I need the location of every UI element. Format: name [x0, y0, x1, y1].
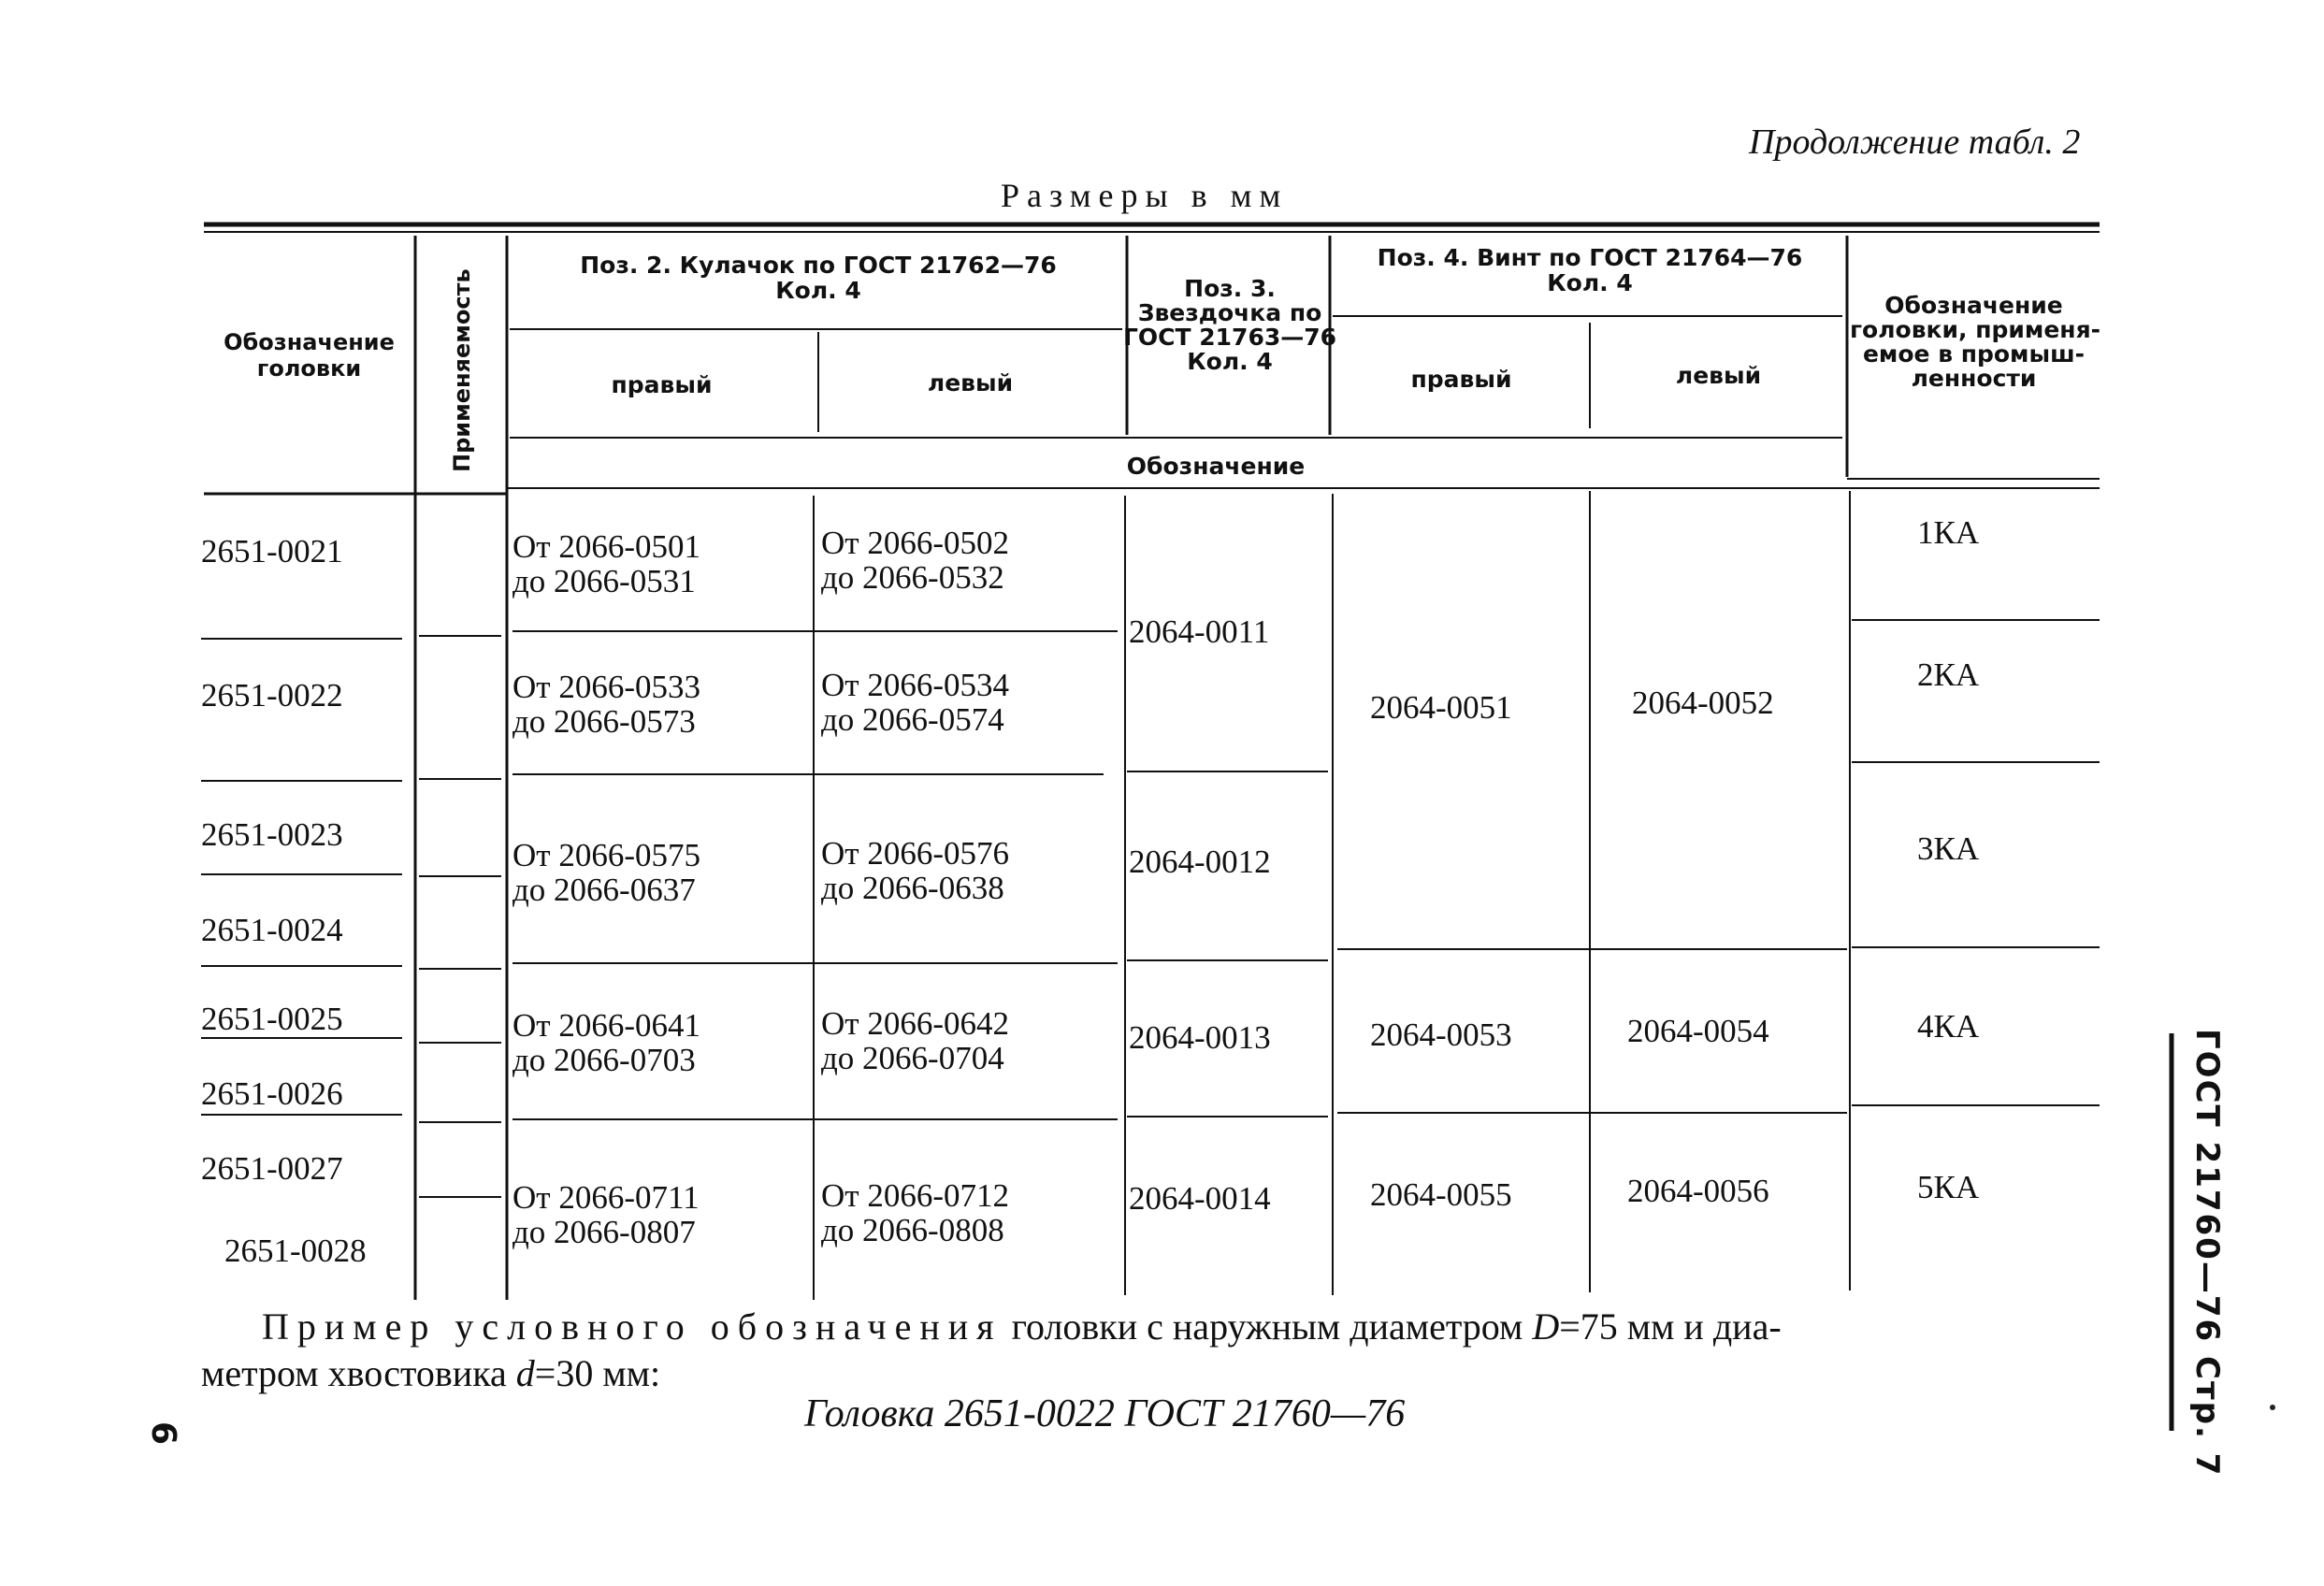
cam-right-range: От 2066-0501 до 2066-0531	[512, 528, 700, 599]
header-sprocket: Поз. 3. Звездочка по ГОСТ 21763—76 Кол. 4	[1122, 275, 1337, 375]
head-designation: 2651-0026	[201, 1075, 343, 1112]
screw-left-designation: 2064-0054	[1627, 1013, 1769, 1049]
header-cam-right: правый	[611, 371, 713, 398]
industry-designation: 3КА	[1917, 830, 1980, 867]
units-label: Размеры в мм	[1001, 177, 1289, 214]
header-screw: Поз. 4. Винт по ГОСТ 21764—76 Кол. 4	[1377, 244, 1803, 296]
cam-left-range: От 2066-0502 до 2066-0532	[821, 525, 1009, 596]
cam-right-range: От 2066-0711 до 2066-0807	[512, 1179, 700, 1250]
page-number-left: 6	[144, 1421, 182, 1448]
header-screw-right: правый	[1410, 366, 1512, 393]
industry-designation: 2КА	[1917, 656, 1980, 693]
industry-designation: 5КА	[1917, 1169, 1980, 1205]
cam-left-range: От 2066-0576 до 2066-0638	[821, 835, 1009, 906]
cam-right-range: От 2066-0533 до 2066-0573	[512, 669, 700, 740]
sprocket-designation: 2064-0011	[1129, 613, 1270, 650]
screw-right-designation: 2064-0053	[1370, 1016, 1512, 1053]
example-paragraph-line1: Пример условного обозначения головки с наружным диаметром D=75 мм и диа-	[262, 1305, 1782, 1348]
head-designation: 2651-0027	[201, 1150, 343, 1187]
head-designation: 2651-0025	[201, 1001, 343, 1037]
cam-right-range: От 2066-0575 до 2066-0637	[512, 837, 700, 908]
header-designation: Обозначение головки	[224, 329, 395, 382]
screw-left-designation: 2064-0056	[1627, 1173, 1769, 1209]
header-applicability: Применяемость	[449, 268, 475, 472]
cam-left-range: От 2066-0534 до 2066-0574	[821, 667, 1009, 738]
cam-right-range: От 2066-0641 до 2066-0703	[512, 1007, 700, 1078]
screw-right-designation: 2064-0055	[1370, 1176, 1512, 1213]
sprocket-designation: 2064-0013	[1129, 1019, 1271, 1056]
head-designation: 2651-0022	[201, 677, 343, 714]
sprocket-designation: 2064-0014	[1129, 1180, 1271, 1217]
header-industry: Обозначение головки, применя- емое в промыш- ленности	[1850, 292, 2101, 392]
cam-left-range: От 2066-0642 до 2066-0704	[821, 1005, 1009, 1076]
stray-mark	[2268, 1403, 2279, 1414]
screw-right-designation: 2064-0051	[1370, 689, 1512, 726]
screw-left-designation: 2064-0052	[1632, 685, 1774, 721]
header-cam-left: левый	[927, 369, 1014, 396]
head-designation: 2651-0028	[224, 1233, 367, 1269]
continuation-label: Продолжение табл. 2	[1749, 123, 2081, 162]
head-designation: 2651-0024	[201, 912, 343, 948]
header-cam: Поз. 2. Кулачок по ГОСТ 21762—76 Кол. 4	[580, 252, 1057, 304]
side-running-header: ГОСТ 21760—76 Стр. 7	[2188, 1029, 2226, 1478]
header-oboznachenie: Обозначение	[1126, 453, 1306, 480]
industry-designation: 4КА	[1917, 1008, 1980, 1045]
example-paragraph-line2: метром хвостовика d=30 мм:	[201, 1352, 661, 1394]
sprocket-designation: 2064-0012	[1129, 843, 1271, 880]
example-designation: Головка 2651-0022 ГОСТ 21760—76	[804, 1392, 1406, 1435]
header-screw-left: левый	[1675, 362, 1762, 389]
head-designation: 2651-0021	[201, 533, 343, 570]
industry-designation: 1КА	[1917, 514, 1980, 551]
head-designation: 2651-0023	[201, 816, 343, 853]
cam-left-range: От 2066-0712 до 2066-0808	[821, 1177, 1009, 1248]
